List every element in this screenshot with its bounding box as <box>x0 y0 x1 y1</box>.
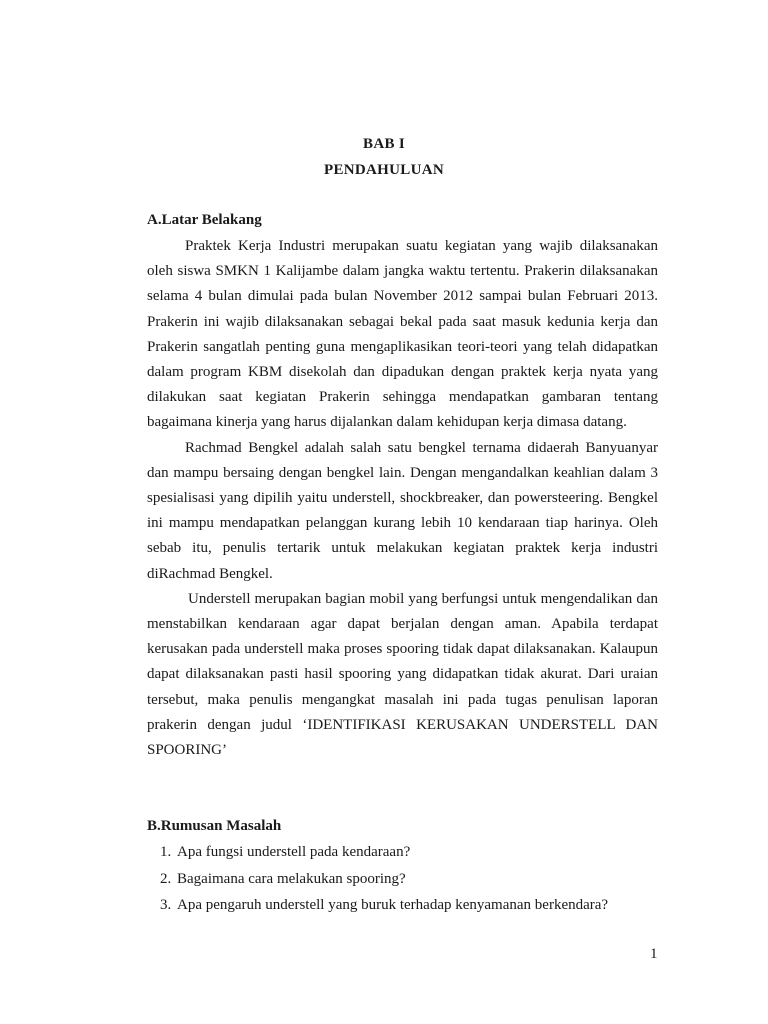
paragraph: Praktek Kerja Industri merupakan suatu kegiatan yang wajib dilaksanakan oleh siswa SMKN 1 Kalijambe dalam jangka waktu tertentu. Prakerin dilaksanakan selama 4 bulan dimulai pada bulan November 2012 sampai bulan Februari 2013. Prakerin ini wajib dilaksanakan sebagai bekal pada saat masuk kedunia kerja dan Prakerin sangatlah penting guna mengaplikasikan teori-teori yang telah didapatkan dalam program KBM disekolah dan dipadukan dengan praktek kerja nyata yang dilakukan saat kegiatan Prakerin sehingga mendapatkan gambaran tentang bagaimana kinerja yang harus dijalankan dalam kehidupan kerja dimasa datang. <box>147 238 658 431</box>
list-item <box>160 892 660 919</box>
list-item-text: Apa fungsi understell pada kendaraan? <box>177 844 411 860</box>
list-item-number: 3. <box>160 897 172 913</box>
section-heading-latar-belakang: A.Latar Belakang <box>147 212 262 228</box>
section-body-latar-belakang <box>147 234 658 763</box>
list-item-number: 1. <box>160 844 172 860</box>
list-item-number: 2. <box>160 870 172 887</box>
chapter-title: PENDAHULUAN <box>324 162 444 178</box>
paragraph: Rachmad Bengkel adalah salah satu bengkel ternama didaerah Banyuanyar dan mampu bersaing dengan bengkel lain. Dengan mengandalkan keahlian dalam 3 spesialisasi yang dipilih yaitu understell, shockbreaker, dan powersteering. Bengkel ini mampu mendapatkan pelanggan kurang lebih 10 kendaraan tiap harinya. Oleh sebab itu, penulis tertarik untuk melakukan kegiatan praktek kerja industri diRachmad Bengkel. <box>147 439 658 582</box>
list-item <box>160 866 660 893</box>
list-item-text: Apa pengaruh understell yang buruk terhadap kenyamanan berkendara? <box>177 897 609 913</box>
list-item <box>160 839 660 866</box>
section-heading-rumusan-masalah: B.Rumusan Masalah <box>147 818 282 834</box>
page-number: 1 <box>650 946 658 962</box>
question-list <box>160 839 660 919</box>
chapter-number: BAB I <box>363 136 405 152</box>
list-item-text: Bagaimana cara melakukan spooring? <box>177 870 406 887</box>
paragraph: Understell merupakan bagian mobil yang berfungsi untuk mengendalikan dan menstabilkan kendaraan agar dapat berjalan dengan aman. Apabila terdapat kerusakan pada understell maka proses spooring tidak dapat dilaksanakan. Kalaupun dapat dilaksanakan pasti hasil spooring yang didapatkan tidak akurat. Dari uraian tersebut, maka penulis mengangkat masalah ini pada tugas penulisan laporan prakerin dengan judul ‘IDENTIFIKASI KERUSAKAN UNDERSTELL DAN SPOORING’ <box>147 590 658 759</box>
